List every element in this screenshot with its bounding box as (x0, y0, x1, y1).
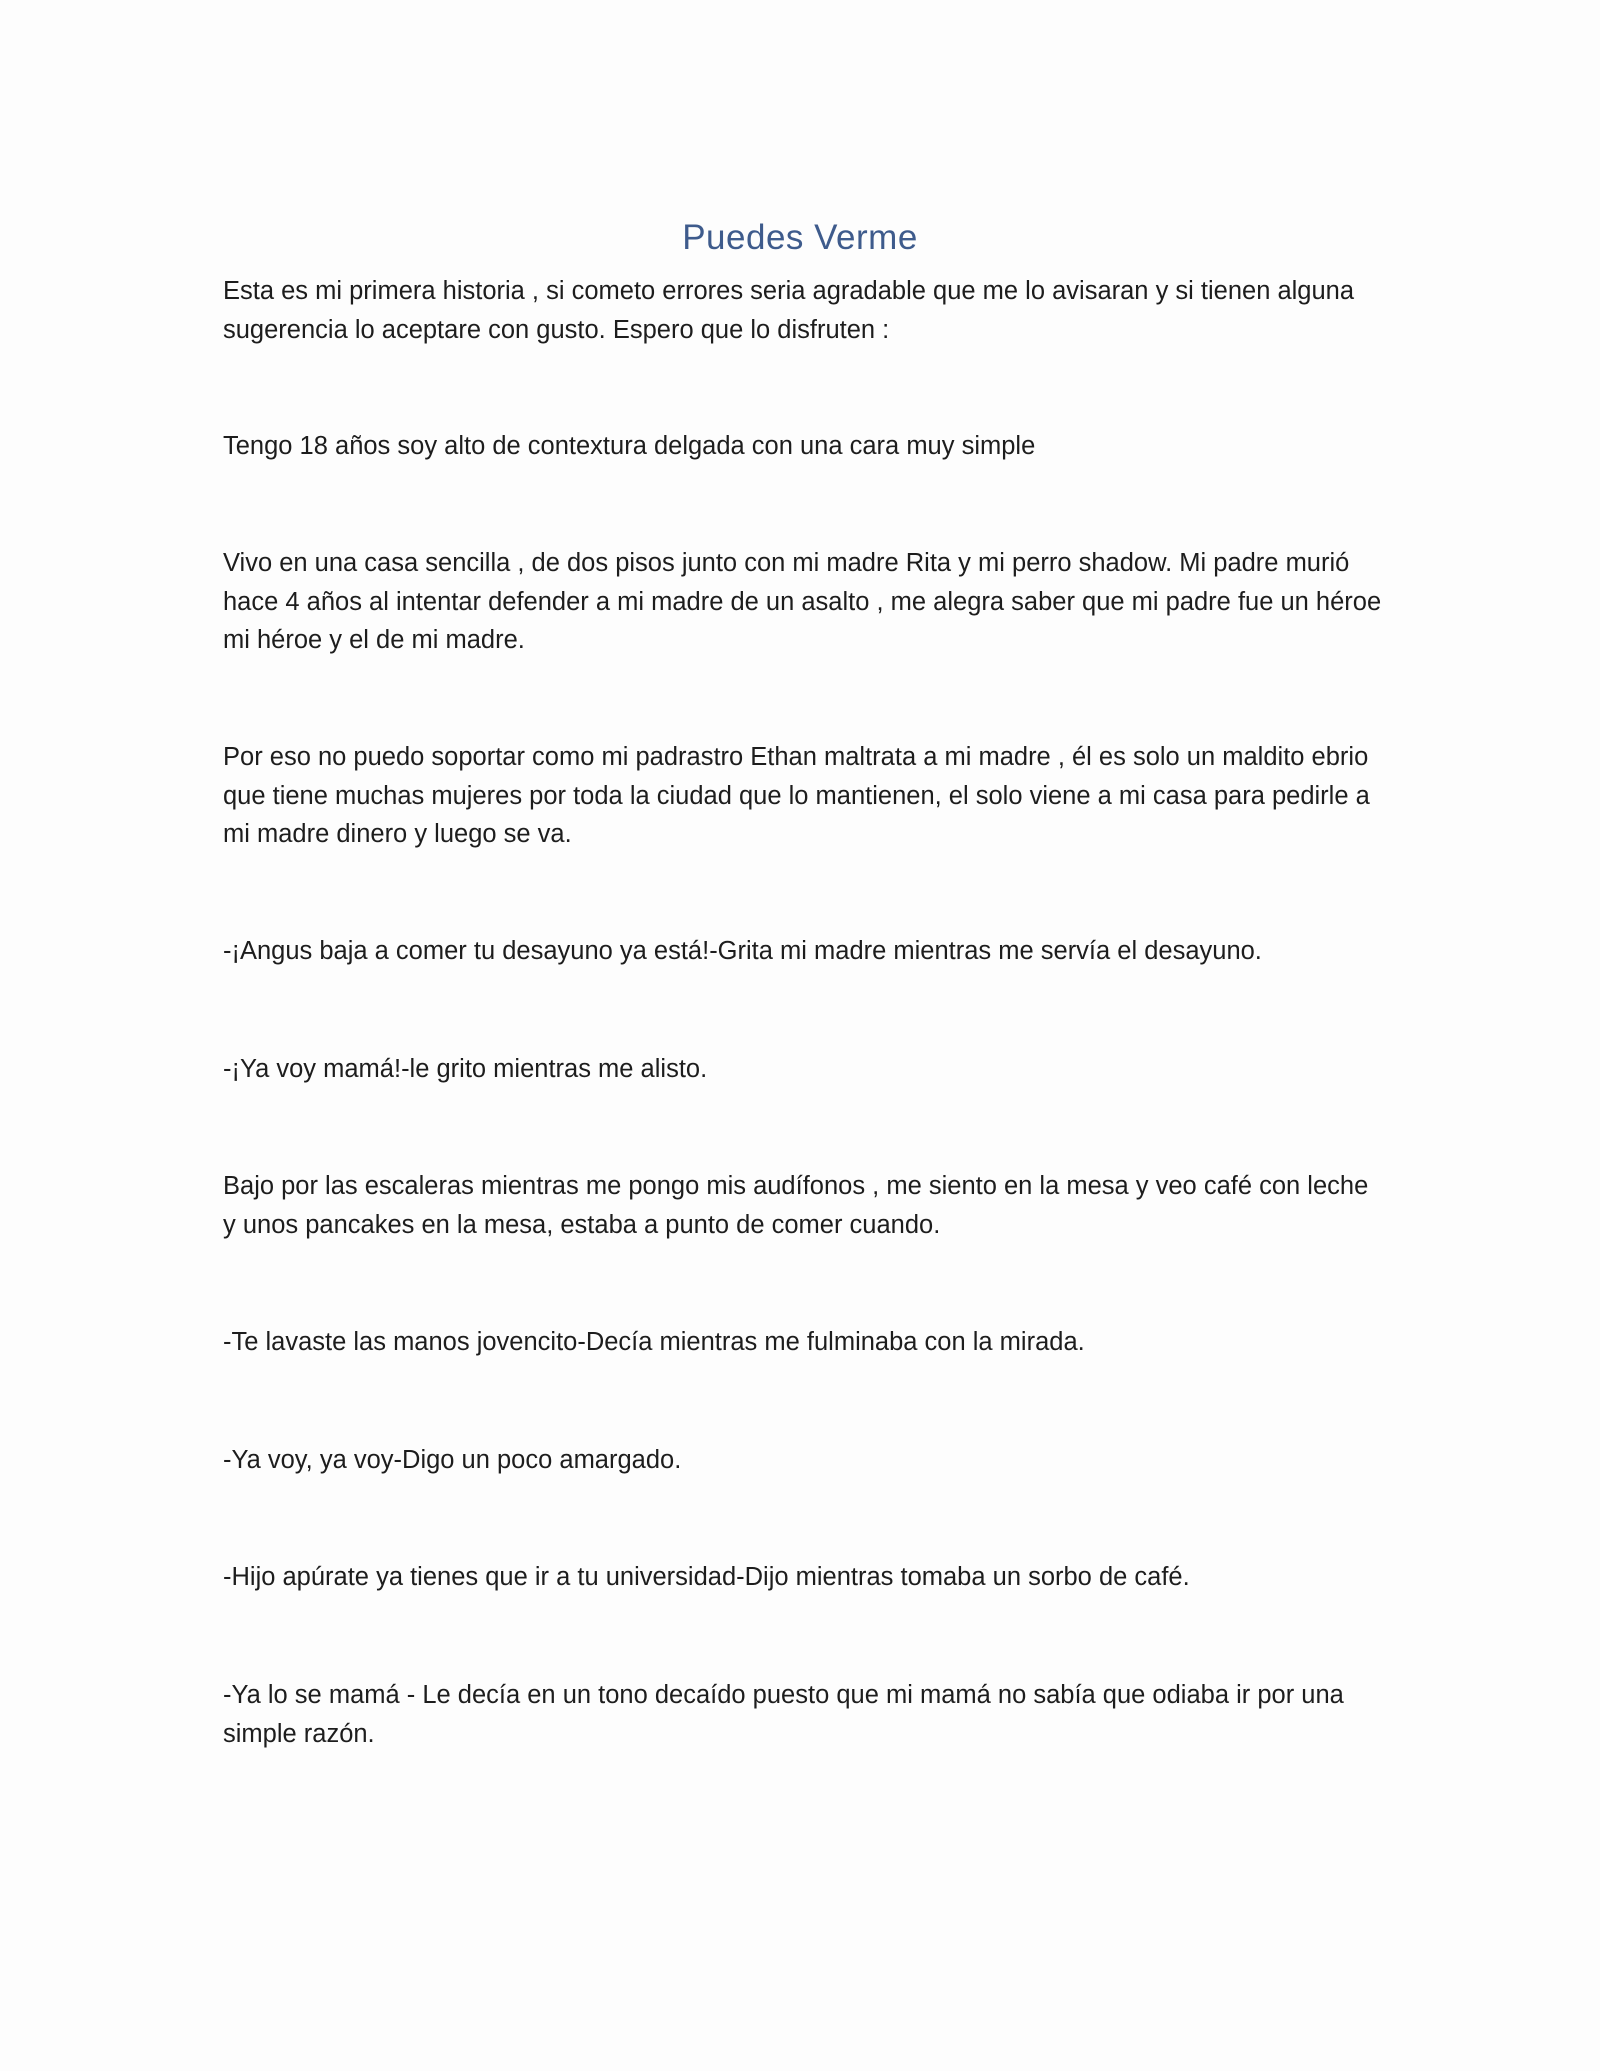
paragraph-age: Tengo 18 años soy alto de contextura delgada con una cara muy simple (223, 432, 1036, 460)
paragraph-dialogue-going: -Ya voy, ya voy-Digo un poco amargado. (223, 1446, 682, 1474)
paragraph-dialogue-coming: -¡Ya voy mamá!-le grito mientras me alisto. (223, 1055, 708, 1083)
paragraph-intro: Esta es mi primera historia , si cometo errores seria agradable que me lo avisaran y si tienen alguna sugerencia lo aceptare con gusto. Espero que lo disfruten : (223, 277, 1355, 344)
paragraph-dialogue-university: -Hijo apúrate ya tienes que ir a tu universidad-Dijo mientras tomaba un sorbo de café. (223, 1563, 1190, 1591)
paragraph-home: Vivo en una casa sencilla , de dos pisos junto con mi madre Rita y mi perro shadow. Mi padre murió hace 4 años al intentar defender a mi madre de un asalto , me alegra saber que mi padre fue un héroe mi héroe y el de mi madre. (223, 549, 1382, 654)
paragraph-stairs: Bajo por las escaleras mientras me pongo mis audífonos , me siento en la mesa y veo café con leche y unos pancakes en la mesa, estaba a punto de comer cuando. (223, 1172, 1369, 1239)
paragraph-dialogue-breakfast: -¡Angus baja a comer tu desayuno ya está!-Grita mi madre mientras me servía el desayuno. (223, 937, 1262, 965)
document-title: Puedes Verme (682, 218, 918, 257)
paragraph-dialogue-hands: -Te lavaste las manos jovencito-Decía mientras me fulminaba con la mirada. (223, 1328, 1085, 1356)
paragraph-dialogue-reason: -Ya lo se mamá - Le decía en un tono decaído puesto que mi mamá no sabía que odiaba ir por una simple razón. (223, 1681, 1344, 1748)
paragraph-stepfather: Por eso no puedo soportar como mi padrastro Ethan maltrata a mi madre , él es solo un maldito ebrio que tiene muchas mujeres por toda la ciudad que lo mantienen, el solo viene a mi casa para pedirle a mi madre dinero y luego se va. (223, 743, 1370, 848)
